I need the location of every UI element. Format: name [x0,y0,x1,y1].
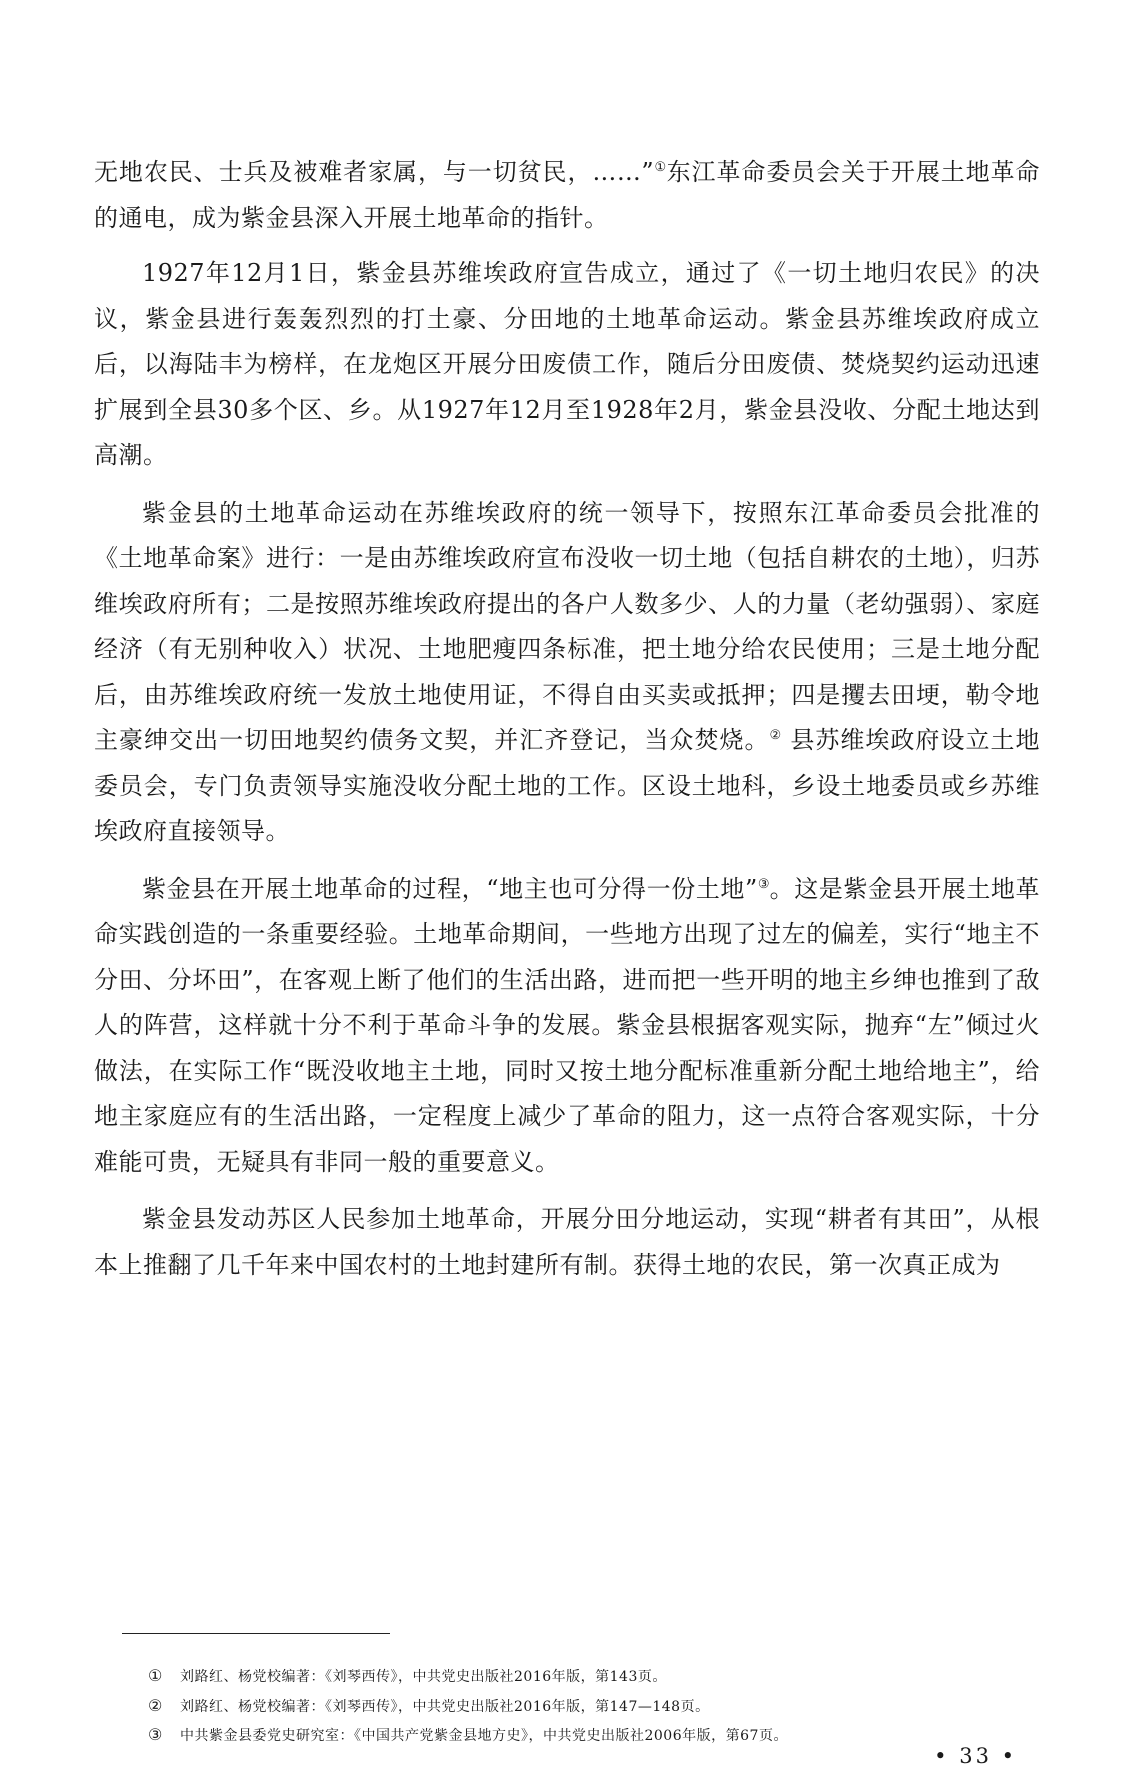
footnote-3 [148,1721,1008,1751]
paragraph-text: 紫金县在开展土地革命的过程，“地主也可分得一份土地” [142,874,758,903]
footnotes [148,1662,1008,1751]
paragraph-text: 紫金县的土地革命运动在苏维埃政府的统一领导下，按照东江革命委员会批准的《土地革命案》进行：一是由苏维埃政府宣布没收一切土地（包括自耕农的土地），归苏维埃政府所有；二是按照苏维埃政府提出的各户人数多少、人的力量（老幼强弱）、家庭经济（有无别种收入）状况、土地肥瘦四条标准，把土地分给农民使用；三是土地分配后，由苏维埃政府统一发放土地使用证，不得自由买卖或抵押；四是攫去田埂，勒令地主豪绅交出一切田地契约债务文契，并汇齐登记，当众焚烧。 [94,498,1040,754]
footnote-divider [122,1633,390,1634]
paragraph-soviet-founding: 1927年12月1日，紫金县苏维埃政府宣告成立，通过了《一切土地归农民》的决议，紫金县进行轰轰烈烈的打土豪、分田地的土地革命运动。紫金县苏维埃政府成立后，以海陆丰为榜样，在龙炮区开展分田废债工作，随后分田废债、焚烧契约运动迅速扩展到全县30多个区、乡。从1927年12月至1928年2月，紫金县没收、分配土地达到高潮。 [94,259,1040,469]
paragraph-continued [94,150,1040,241]
footnote-1 [148,1662,1008,1692]
paragraph-text: 无地农民、士兵及被难者家属，与一切贫民，……” [94,158,655,186]
paragraph-land-to-tiller: 紫金县发动苏区人民参加土地革命，开展分田分地运动，实现“耕者有其田”，从根本上推翻了几千年来中国农村的土地封建所有制。获得土地的农民，第一次真正成为 [94,1205,1040,1279]
footnote-text: 刘路红、杨党校编著：《刘琴西传》，中共党史出版社2016年版，第143页。 [180,1669,667,1685]
footnote-ref-1: ① [654,160,667,175]
footnote-2 [148,1692,1008,1722]
footnote-mark: ③ [148,1725,163,1744]
paragraph-text: 东江革命委员会关于开展土地革命的通电，成为紫金县深入开展土地革命的指针。 [94,158,1040,232]
footnote-mark: ② [148,1695,163,1715]
footnote-ref-2: ② [769,728,782,743]
paragraph-landlord-share [94,867,1040,1186]
page-number: • 33 • [934,1744,1017,1768]
footnote-mark: ① [148,1666,163,1685]
paragraph-land-revolution-case [94,491,1040,855]
footnote-text: 中共紫金县委党史研究室：《中国共产党紫金县地方史》，中共党史出版社2006年版，第67页。 [180,1728,788,1744]
footnote-text: 刘路红、杨党校编著：《刘琴西传》，中共党史出版社2016年版，第147—148页。 [180,1698,710,1715]
paragraph-text: 。这是紫金县开展土地革命实践创造的一条重要经验。土地革命期间，一些地方出现了过左的偏差，实行“地主不分田、分坏田”，在客观上断了他们的生活出路，进而把一些开明的地主乡绅也推到了敌人的阵营，这样就十分不利于革命斗争的发展。紫金县根据客观实际，抛弃“左”倾过火做法，在实际工作“既没收地主土地，同时又按土地分配标准重新分配土地给地主”，给地主家庭应有的生活出路，一定程度上减少了革命的阻力，这一点符合客观实际，十分难能可贵，无疑具有非同一般的重要意义。 [94,874,1040,1176]
body-text [94,150,1040,1288]
paragraph-text: 县苏维埃政府设立土地委员会，专门负责领导实施没收分配土地的工作。区设土地科，乡设土地委员或乡苏维埃政府直接领导。 [94,726,1041,845]
footnote-ref-3: ③ [757,876,770,892]
